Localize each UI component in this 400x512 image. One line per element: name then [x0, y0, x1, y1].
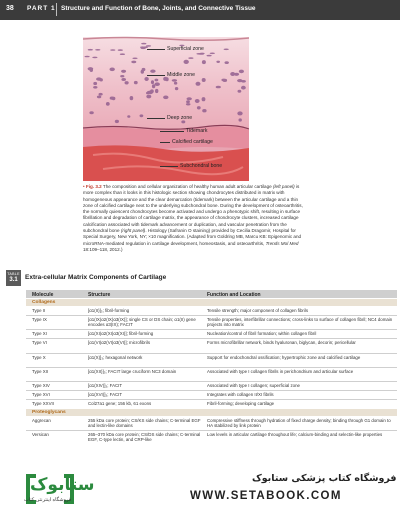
- row-divider: [26, 399, 397, 400]
- cell-structure: [α1(XVI)]₃; FACIT: [88, 392, 123, 397]
- chondrocyte-cell: [150, 70, 155, 73]
- cell-molecule: Type IX: [32, 317, 47, 322]
- chondrocyte-cell: [196, 53, 201, 55]
- cell-structure: [α1(XII)]₃; FACIT large cruciform NC3 domain: [88, 369, 177, 374]
- chondrocyte-cell: [96, 77, 102, 80]
- cell-molecule: Type XII: [32, 369, 49, 374]
- chondrocyte-cell: [99, 93, 103, 96]
- chondrocyte-cell: [197, 106, 201, 109]
- figure-caption: [83, 184, 307, 253]
- callout-line: [147, 118, 165, 119]
- cell-function: Integrates with collagen II/XI fibrils: [207, 392, 274, 397]
- chondrocyte-cell: [175, 87, 178, 90]
- chondrocyte-cell: [132, 58, 137, 60]
- cell-molecule: Type II: [32, 308, 46, 313]
- cell-structure: [α1(XIV)]₃; FACIT: [88, 383, 123, 388]
- cell-function: Tensile strength; major component of collagen fibrils: [207, 308, 309, 313]
- cell-function: Support for endochondral ossification; hypertrophic zone and calcified cartilage: [207, 355, 361, 360]
- cell-structure: [α1(XI)α2(XI)α3(XI)]; fibril-forming: [88, 331, 154, 336]
- chondrocyte-cell: [221, 79, 225, 82]
- chondrocyte-cell: [118, 49, 123, 51]
- cell-molecule: Type XI: [32, 331, 47, 336]
- chondrocyte-cell: [110, 49, 115, 51]
- chondrocyte-cell: [151, 80, 154, 84]
- callout-line: [160, 142, 170, 143]
- chondrocyte-cell: [155, 79, 159, 82]
- cell-structure: [α1(II)]₃; fibril-forming: [88, 308, 130, 313]
- chondrocyte-cell: [163, 96, 168, 100]
- chondrocyte-cell: [202, 97, 206, 101]
- column-header-function: Function and Location: [207, 291, 261, 298]
- row-divider: [26, 430, 397, 431]
- chondrocyte-cell: [130, 96, 134, 100]
- callout-deep-zone: Deep zone: [167, 115, 193, 121]
- chondrocyte-cell: [140, 114, 144, 117]
- brand-subtitle: فروشگاه اینترنتی کتاب: [24, 497, 72, 503]
- chondrocyte-cell: [241, 80, 246, 83]
- column-header-structure: Structure: [88, 291, 111, 298]
- cell-molecule: Versican: [32, 432, 49, 437]
- callout-line: [160, 166, 178, 167]
- chondrocyte-cell: [146, 92, 149, 95]
- chondrocyte-cell: [186, 103, 191, 105]
- section-row-proteoglycans: [26, 409, 397, 416]
- cartilage-matrix-table: [26, 290, 397, 460]
- callout-tidemark: Tidemark: [186, 128, 208, 134]
- chondrocyte-cell: [195, 99, 200, 103]
- cell-function: Fibril-forming; developing cartilage: [207, 401, 275, 406]
- cell-function: Nucleation/control of fibril formation; within collagen fibril: [207, 331, 317, 336]
- row-divider: [26, 338, 397, 339]
- chondrocyte-cell: [239, 70, 244, 74]
- chondrocyte-cell: [210, 53, 215, 55]
- chondrocyte-cell: [186, 100, 190, 103]
- cell-function: Associated with type I collagen fibrils in perichondrium and articular surface: [207, 369, 354, 374]
- chondrocyte-cell: [131, 61, 136, 64]
- callout-superficial-zone: Superficial zone: [167, 46, 204, 52]
- chondrocyte-cell: [144, 77, 148, 81]
- table-header-row: [26, 290, 397, 298]
- cell-molecule: Type XVI: [32, 392, 50, 397]
- chondrocyte-cell: [146, 95, 151, 99]
- chondrocyte-cell: [155, 89, 158, 93]
- caption-text: The composition and cellular organization of healthy human adult articular cartilage: [101, 184, 273, 189]
- row-divider: [26, 315, 397, 316]
- cell-molecule: Type XXVII: [32, 401, 54, 406]
- chondrocyte-cell: [239, 118, 242, 121]
- chondrocyte-cell: [207, 55, 212, 57]
- chondrocyte-cell: [202, 60, 206, 64]
- figure-label: • Fig. 3.2: [83, 184, 102, 189]
- chondrocyte-cell: [238, 90, 242, 93]
- chondrocyte-cell: [110, 68, 115, 72]
- column-header-molecule: Molecule: [32, 291, 54, 298]
- cell-molecule: Aggrecan: [32, 418, 51, 423]
- cell-structure: [α1(IX)α2(IX)α3(IX)]; single CS or DS chain; α1(II) gene encodes α3(IX); FACIT: [88, 317, 196, 328]
- chondrocyte-cell: [120, 75, 124, 77]
- cell-structure: 265–370 kDa core protein; CS/DS side chains; C-terminal EGF, C-type lectin, and CRP-like: [88, 432, 201, 443]
- chondrocyte-cell: [187, 97, 192, 100]
- chondrocyte-cell: [121, 78, 126, 81]
- cell-function: Low levels in articular cartilage throughout life; calcium-binding and selectin-like properties: [207, 432, 383, 437]
- chondrocyte-cell: [224, 49, 229, 51]
- chondrocyte-cell: [241, 86, 246, 90]
- cell-function: Compressive stiffness through hydration of fixed charge density; binding through G1 domain to HA stabilized by link protein: [207, 418, 391, 429]
- row-divider: [26, 390, 397, 391]
- cell-structure: [α1(X)]₃; hexagonal network: [88, 355, 143, 360]
- chondrocyte-cell: [112, 97, 116, 100]
- chondrocyte-cell: [237, 111, 242, 115]
- cell-structure: Col27a1 gene; 156 kb, 61 exons: [88, 401, 152, 406]
- chondrocyte-cell: [134, 81, 138, 84]
- cell-molecule: Type XIV: [32, 383, 50, 388]
- brand-logo-text: ستابوک: [30, 475, 95, 495]
- chondrocyte-cell: [230, 72, 235, 76]
- chondrocyte-cell: [146, 45, 151, 47]
- chondrocyte-cell: [174, 82, 177, 85]
- cell-function: Forms microfibrillar network, binds hyaluronan, biglycan, decorin; pericellular: [207, 340, 356, 345]
- chondrocyte-cell: [202, 78, 206, 82]
- chondrocyte-cell: [115, 120, 119, 123]
- chondrocyte-cell: [172, 79, 177, 82]
- cell-structure: [α1(VI)α2(VI)α3(VI)]; microfibrils: [88, 340, 151, 345]
- chondrocyte-cell: [97, 96, 101, 99]
- row-divider: [26, 353, 397, 354]
- table-number-badge: [6, 270, 21, 286]
- caption-italic: Trends Mol Med: [265, 240, 299, 246]
- chondrocyte-cell: [142, 68, 146, 71]
- chondrocyte-cell: [216, 86, 221, 89]
- running-header: [0, 0, 400, 20]
- chondrocyte-cell: [225, 61, 229, 64]
- histology-figure: [83, 31, 249, 181]
- table-tag-number: 3.1: [9, 277, 18, 283]
- chondrocyte-cell: [93, 82, 97, 85]
- section-label: Collagens: [32, 300, 56, 305]
- chondrocyte-cell: [140, 46, 145, 48]
- chondrocyte-cell: [85, 56, 90, 58]
- callout-calcified-cartilage: Calcified cartilage: [172, 139, 213, 145]
- chondrocyte-cell: [216, 61, 220, 63]
- row-divider: [26, 381, 397, 382]
- chondrocyte-cell: [196, 82, 201, 86]
- chondrocyte-cell: [95, 49, 100, 51]
- section-row-collagens: [26, 299, 397, 306]
- row-divider: [26, 367, 397, 368]
- histology-image: [83, 31, 249, 181]
- table-tag-word: TABLE: [7, 272, 20, 276]
- page-number: 38: [6, 5, 14, 12]
- chondrocyte-cell: [155, 82, 160, 86]
- caption-text: is more complex than it looks in this histologic section showing chondrocytes distributed in matrix with homogeneous appearance and the clear demarcation (tidemark) between the articular cartilage and a thin zone of calcified cartilage next to the underlying subchondral bone. During the development of osteoarthritis, the normally quiescent chondrocytes become activated and undergo a phenotypic shift, resulting in surface fibrillation and degradation of cartilage matrix, the appearance of chondrocyte clusters, increased cartilage calcification associated with tidemark advancement or duplication, and vascular penetration from the subchondral bone: [83, 184, 303, 234]
- chondrocyte-cell: [106, 102, 110, 106]
- chondrocyte-cell: [93, 86, 97, 89]
- store-title: فروشگاه کتاب پزشکی ستابوک: [252, 473, 397, 484]
- chondrocyte-cell: [202, 109, 206, 112]
- cell-structure: 255 kDa core protein; CS/KS side chains; C-terminal EGF and lectin-like domains: [88, 418, 201, 429]
- chondrocyte-cell: [121, 70, 126, 73]
- chondrocyte-cell: [125, 81, 129, 84]
- chondrocyte-cell: [120, 53, 125, 55]
- caption-text: . Histology (Safranin O staining) provided by Cecilia Dragomir, Hospital for Special Surgery, New York, NY; ×10 magnification. (Adapted from Goldring MB, Marcu KB: Epigenomic and microRNA-mediated regulation in cartilage development, homeostasis, and osteoarthritis,: [83, 228, 302, 246]
- chondrocyte-cell: [141, 43, 146, 45]
- store-url[interactable]: WWW.SETABOOK.COM: [190, 490, 342, 502]
- chondrocyte-cell: [188, 57, 193, 59]
- chondrocyte-cell: [90, 68, 93, 72]
- header-divider: [56, 3, 57, 16]
- callout-subchondral-bone: Subchondral bone: [180, 163, 223, 169]
- cell-molecule: Type X: [32, 355, 46, 360]
- part-label: PART 1: [27, 5, 56, 12]
- row-divider: [26, 329, 397, 330]
- callout-line: [147, 49, 165, 50]
- callout-line: [160, 131, 184, 132]
- caption-text: 18:109–118, 2012.): [83, 246, 123, 252]
- callout-line: [147, 75, 165, 76]
- chondrocyte-cell: [92, 57, 97, 59]
- chondrocyte-cell: [89, 111, 93, 114]
- chondrocyte-cell: [127, 115, 130, 118]
- cell-function: Tensile properties, interfibrillar connections; cross-links to surface of collagen fibril; NC4 domain projects into matrix: [207, 317, 393, 328]
- caption-italic: (left panel): [272, 184, 295, 189]
- caption-italic: (right panel): [120, 228, 146, 234]
- chondrocyte-cell: [184, 60, 189, 64]
- callout-middle-zone: Middle zone: [167, 72, 195, 78]
- table-title: Extra-cellular Matrix Components of Cartilage: [25, 274, 167, 281]
- chondrocyte-cell: [88, 49, 93, 51]
- cell-function: Associated with type I collagen; superficial zone: [207, 383, 300, 388]
- section-label: Proteoglycans: [32, 410, 66, 415]
- part-title: Structure and Function of Bone, Joints, and Connective Tissue: [61, 5, 256, 12]
- cell-molecule: Type VI: [32, 340, 47, 345]
